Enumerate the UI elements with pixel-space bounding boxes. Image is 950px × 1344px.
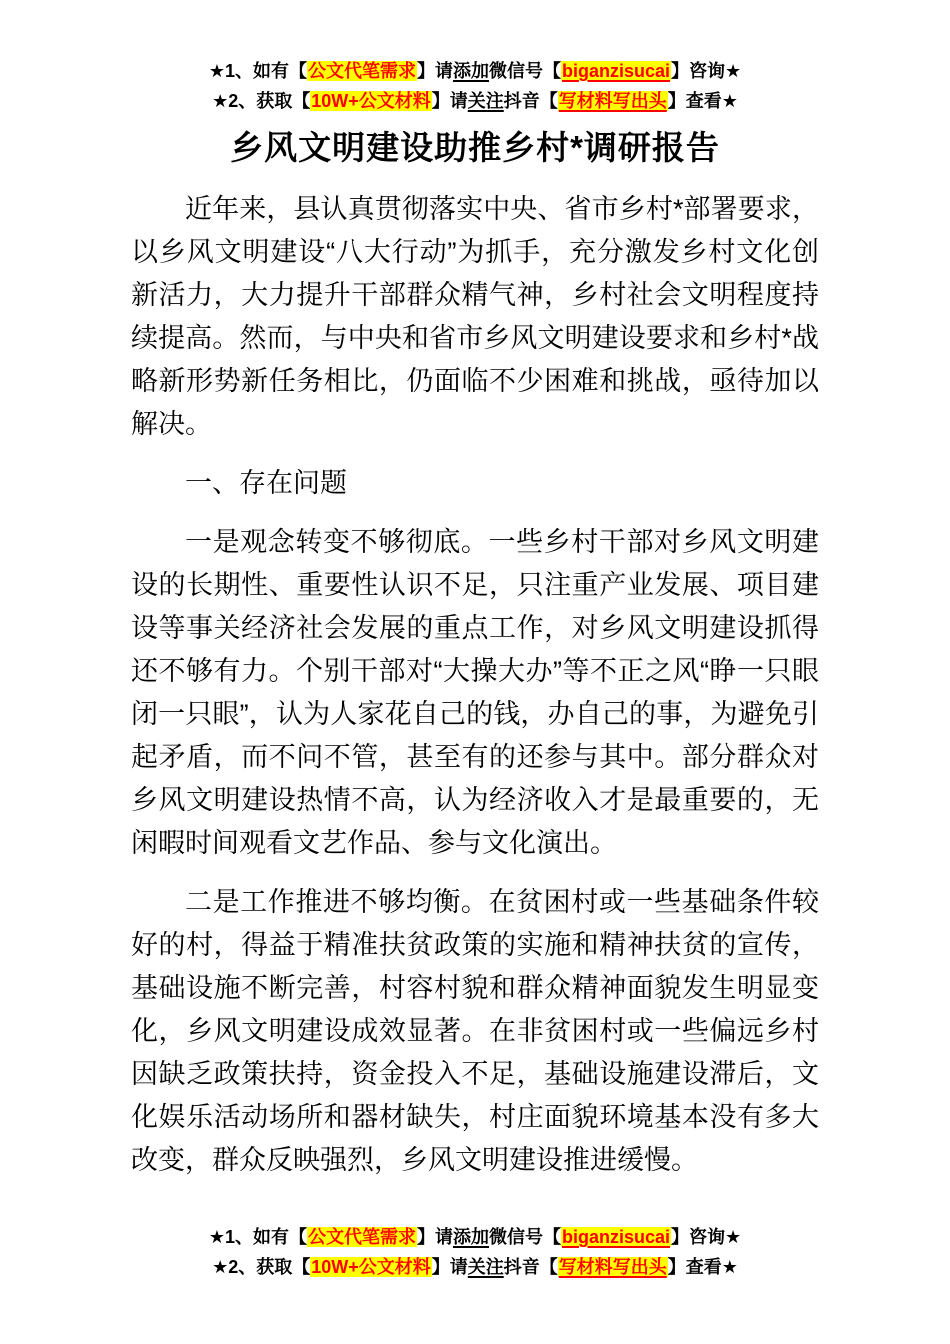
promo-segment-underline: 添加: [452, 1227, 489, 1247]
promo-segment-highlight: 10W+公文材料: [311, 1257, 431, 1277]
body-paragraph: 一是观念转变不够彻底。一些乡村干部对乡风文明建设的长期性、重要性认识不足，只注重产业发展、项目建设等事关经济社会发展的重点工作，对乡风文明建设抓得还不够有力。个别干部对“大操大办”等不正之风“睁一只眼闭一只眼”，认为人家花自己的钱，办自己的事，为避免引起矛盾，而不问不管，甚至有的还参与其中。部分群众对乡风文明建设热情不高，认为经济收入才是最重要的，无闲暇时间观看文艺作品、参与文化演出。: [131, 527, 819, 858]
body-paragraph: 近年来，县认真贯彻落实中央、省市乡村*部署要求，以乡风文明建设“八大行动”为抓手，充分激发乡村文化创新活力，大力提升干部群众精气神，乡村社会文明程度持续提高。然而，与中央和省市乡风文明建设要求和乡村*战略新形势新任务相比，仍面临不少困难和挑战，亟待加以解决。: [131, 194, 819, 439]
promo-line: [131, 56, 819, 86]
promo-line: [131, 86, 819, 116]
promo-segment-plain: ★2、获取【: [212, 1257, 311, 1277]
promo-segment-plain: 微信号【: [488, 1227, 561, 1247]
promo-segment-plain: 】咨询★: [671, 61, 742, 81]
promo-segment-highlight: 10W+公文材料: [311, 91, 431, 111]
document-body: [131, 188, 819, 1182]
promo-segment-highlight-underline: biganzisucai: [561, 1227, 671, 1247]
promo-segment-plain: 】请: [431, 91, 468, 111]
promo-segment-underline: 关注: [467, 91, 504, 111]
promo-banner-top: [131, 56, 819, 116]
promo-segment-underline: 关注: [467, 1257, 504, 1277]
promo-line: [131, 1222, 819, 1252]
promo-segment-plain: 】查看★: [667, 1257, 738, 1277]
promo-segment-plain: ★1、如有【: [208, 61, 307, 81]
promo-segment-plain: 】请: [431, 1257, 468, 1277]
promo-segment-highlight-underline: 写材料写出头: [558, 91, 667, 111]
promo-segment-plain: 】咨询★: [671, 1227, 742, 1247]
promo-segment-plain: ★2、获取【: [212, 91, 311, 111]
promo-segment-plain: 抖音【: [503, 1257, 558, 1277]
body-paragraph: 二是工作推进不够均衡。在贫困村或一些基础条件较好的村，得益于精准扶贫政策的实施和精神扶贫的宣传，基础设施不断完善，村容村貌和群众精神面貌发生明显变化，乡风文明建设成效显著。在非贫困村或一些偏远乡村因缺乏政策扶持，资金投入不足，基础设施建设滞后，文化娱乐活动场所和器材缺失，村庄面貌环境基本没有多大改变，群众反映强烈，乡风文明建设推进缓慢。: [131, 887, 819, 1175]
document-title: 乡风文明建设助推乡村*调研报告: [230, 129, 720, 166]
section-heading: 一、存在问题: [185, 468, 347, 498]
promo-segment-plain: 】请: [416, 61, 453, 81]
promo-segment-plain: 微信号【: [488, 61, 561, 81]
promo-segment-plain: 】请: [416, 1227, 453, 1247]
promo-banner-bottom: [131, 1222, 819, 1282]
promo-segment-highlight-underline: biganzisucai: [561, 61, 671, 81]
promo-segment-plain: ★1、如有【: [208, 1227, 307, 1247]
promo-segment-plain: 抖音【: [503, 91, 558, 111]
promo-segment-plain: 】查看★: [667, 91, 738, 111]
promo-segment-highlight-underline: 写材料写出头: [558, 1257, 667, 1277]
promo-segment-highlight: 公文代笔需求: [307, 61, 416, 81]
promo-segment-underline: 添加: [452, 61, 489, 81]
promo-segment-highlight: 公文代笔需求: [307, 1227, 416, 1247]
promo-line: [131, 1252, 819, 1282]
